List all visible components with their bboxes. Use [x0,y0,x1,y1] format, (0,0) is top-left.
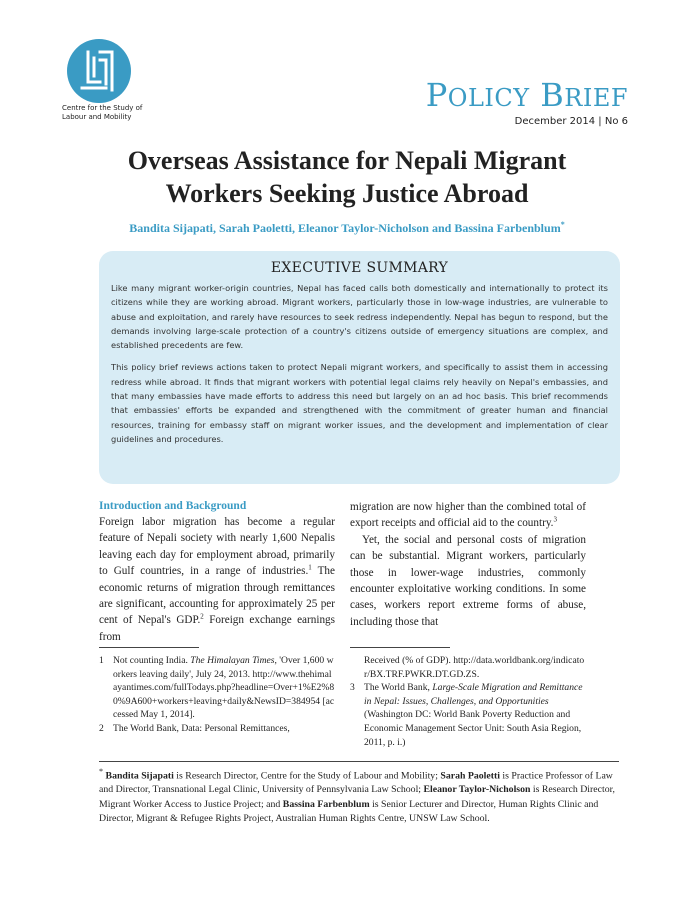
policy-brief-label [426,76,628,114]
footnote-3-number: 3 [350,682,355,694]
brief-letters-rief: RIEF [564,84,628,112]
intro-paragraph [99,514,335,645]
footnote-3 [350,681,586,749]
authors-names: Bandita Sijapati, Sarah Paoletti, Eleanor Taylor-Nicholson and Bassina Farbenblum [129,221,561,235]
body-column-1 [99,499,335,645]
organization-name [62,104,172,122]
executive-summary-heading: EXECUTIVE SUMMARY [270,260,449,276]
issue-date: December 2014 | No 6 [514,116,628,127]
author-role-2: is Practice Professor of Law and Director, Transnational Legal Clinic, University of Pennsylvania Law School; [99,770,613,796]
document-title [40,144,654,210]
intro-text-b: The economic returns of migration through remittances are significant, accounting for approximately 25 per cent of Nepal's GDP. [99,565,335,627]
cesslam-logo-icon [66,38,132,104]
brief-letter-b: B [540,76,565,114]
org-line-1: Centre for the Study of [62,104,143,112]
footnote-divider-1 [99,647,199,648]
executive-summary-paragraph-2: This policy brief reviews actions taken to protect Nepali migrant workers, and specifically to assist them in accessing redress while abroad. It finds that migrant workers with potential legal claims rely heavily on Nepal's embassies, and that many embassies have made efforts to address this need but largely on an ad hoc basis. This brief recommends that embassies' efforts be expanded and strengthened with the commitment of greater human and financial resources, training for embassy staff on migrant worker issues, and the development and implementation of clear guidelines and procedures. [111,362,608,444]
footnote-2 [99,722,335,736]
footnote-divider-2 [350,647,450,648]
footnote-2-number: 2 [99,722,104,734]
author-role-1: is Research Director, Centre for the Study of Labour and Mobility; [173,770,441,782]
author-name-4: Bassina Farbenblum [282,798,370,810]
footnote-1-source: The Himalayan Times [190,655,275,666]
author-role-4: is Senior Lecturer and Director, Human Rights Clinic and Director, Migrant & Refugee Rights Project, Australian Human Rights Centre, UNSW Law School. [99,798,599,824]
section-heading: Introduction and Background [99,500,247,512]
author-role-3: is Research Director, Migrant Worker Access to Justice Project; and [99,784,615,810]
authors-line [40,220,654,236]
title-line-2: Workers Seeking Justice Abroad [165,179,529,208]
title-line-1: Overseas Assistance for Nepali Migrant [127,146,567,175]
footnote-1-text-a: Not counting India. [113,655,191,666]
author-name-1: Bandita Sijapati [105,770,174,782]
footnote-3-text-b: (Washington DC: World Bank Poverty Reduction and Economic Management Sector Unit: South Asia Region, 2011, p. i.) [364,709,582,748]
author-affiliations [99,765,619,826]
author-note-divider [99,761,619,762]
author-name-2: Sarah Paoletti [440,770,500,782]
authors-footnote-mark: * [560,220,565,229]
executive-summary-box [99,251,620,484]
executive-summary-paragraph-1: Like many migrant worker-origin countries, Nepal has faced calls both domestically and internationally to protect its citizens while they are working abroad. Migrant workers, particularly those in low-wage industries, are vulnerable to abuse and exploitation, and rarely have resources to seek redress independently. Nepal has begun to respond, but the demands involving large-scale protection of a country's citizens outside of emergency situations are complex, and established precedents are few. [111,283,608,351]
author-note-mark: * [99,767,104,776]
footnotes-column-1 [99,654,335,736]
intro-text-a: Foreign labor migration has become a regular feature of Nepali society with nearly 1,600 Nepalis leaving each day for employment abroad, primarily to Gulf countries, in a range of industries. [99,516,335,578]
footnote-ref-2[interactable]: 2 [200,612,204,621]
footnote-3-text-a: The World Bank, [364,682,433,694]
footnote-ref-1[interactable]: 1 [308,563,312,572]
footnote-1-number: 1 [99,655,104,666]
author-name-3: Eleanor Taylor-Nicholson [423,784,531,796]
footnote-1-link[interactable]: , 'Over 1,600 workers leaving daily', July 24, 2013. http://www.thehimalayantimes.com/fullTodays.php?headline=Over+1%E2%80%9A600+workers+leaving+daily&NewsID=384954 [accessed May 1, 2014]. [113,655,335,721]
footnote-3-title: Large-Scale Migration and Remittance in Nepal: Issues, Challenges, and Opportunities [364,682,583,707]
footnote-ref-3[interactable]: 3 [553,515,557,524]
footnote-2-text: The World Bank, Data: Personal Remittances, [113,722,290,734]
brief-letter-p: P [425,76,448,114]
footnote-3-text [364,681,586,749]
intro-text-c: Foreign exchange earnings from [99,614,335,643]
footnote-1 [99,654,335,722]
footnote-2-continued[interactable]: Received (% of GDP). http://data.worldbank.org/indicator/BX.TRF.PWKR.DT.GD.ZS. [364,655,585,680]
footnotes-column-2 [350,654,586,749]
costs-paragraph: Yet, the social and personal costs of migration can be substantial. Migrant workers, particularly those in lower-wage industries, commonly encounter exploitative working conditions. In some cases, workers report extreme forms of abuse, including those that [350,533,586,628]
footnote-1-text [113,654,335,722]
body-column-2 [350,499,586,630]
continued-paragraph [350,499,586,532]
org-line-2: Labour and Mobility [62,113,132,121]
continued-text: migration are now higher than the combined total of export receipts and official aid to the country. [350,501,586,530]
brief-letters-olicy: OLICY [447,84,530,112]
